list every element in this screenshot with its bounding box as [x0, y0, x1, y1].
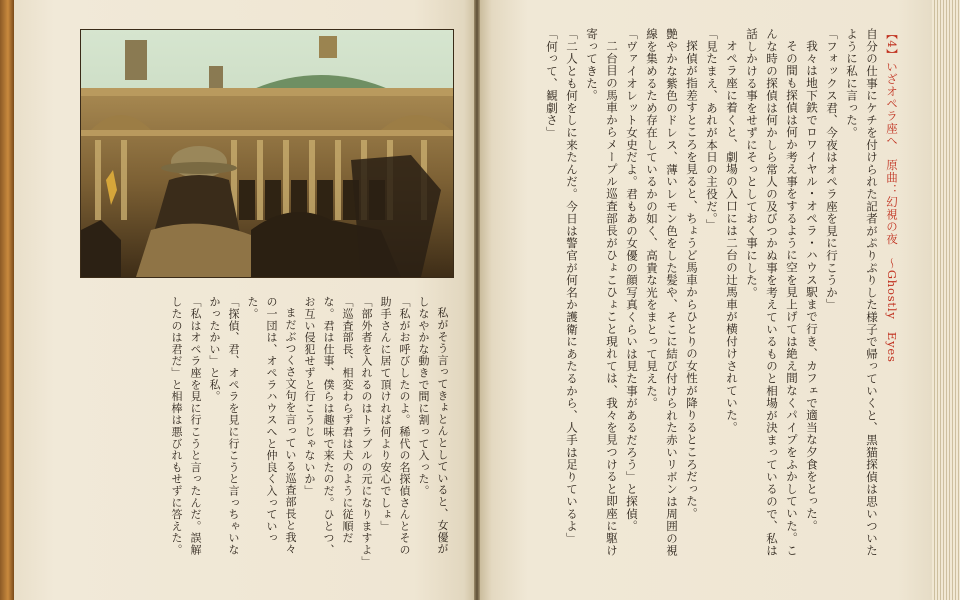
paragraph: 我々は地下鉄でロワイヤル・オペラ・ハウス駅まで行き、カフェで適当な夕食をとった。 [805, 39, 819, 532]
opera-house-scene [81, 30, 453, 277]
dialogue: 「巡査部長、相変わらず君は犬のように従順だな。君は仕事、僕らは趣味で来たのだ。ひとつ、お互い侵犯せずと行こうじゃないか」 [303, 296, 354, 556]
dialogue: 「探偵、君、オペラを見に行こうと言っちゃいなかったかい」と私。 [208, 296, 240, 556]
dialogue: 「フォックス君、今夜はオペラ座を見に行こうか」 [825, 28, 839, 311]
page-stack-edge [932, 0, 960, 600]
chapter-heading: 【4】いざオペラ座へ 原曲：幻視の夜 ～Ghostly Eyes [885, 28, 899, 363]
paragraph: その間も探偵は何か考え事をするように空を見上げては絶え間なくパイプをふかしていた。こんな時の探偵は何かしら常人の及びつかぬ事を考えているものと相場が決まっているので、私は話しかける事をせずにそっとしておく事にした。 [745, 28, 799, 557]
paragraph: 艶やかな紫色のドレス、薄いレモン色をした髪や、そこに結び付けられた赤いリボンは周囲の視線を集めるため存在しているかの如く、高貴な光をまとって見えた。 [645, 28, 679, 557]
paragraph: 探偵が指差すところを見ると、ちょうど馬車からひとりの女性が降りるところだった。 [685, 39, 699, 520]
dialogue: 「ヴァイオレット女史だよ。君もあの女優の顔写真くらいは見た事があるだろう」と探偵。 [625, 28, 639, 533]
left-page-text [167, 296, 452, 566]
book-gutter [474, 0, 480, 600]
dialogue: 「私がお呼びしたのよ。稀代の名探偵さんとその助手さんに居て頂ければ何より安心でしょ」 [379, 296, 411, 556]
dialogue: 「部外者を入れるのはトラブルの元になりますよ」 [360, 296, 373, 568]
dialogue: 「何って、観劇さ」 [545, 28, 559, 139]
paragraph: 二台目の馬車からメープル巡査部長がひょこひょこと現れては、我々を見つけると即座に駆け寄ってきた。 [585, 28, 619, 557]
paragraph: 自分の仕事にケチを付けられた記者がぷりぷりした様子で帰っていくと、黒猫探偵は思いついたように私に言った。 [845, 28, 879, 557]
paragraph: オペラ座に着くと、劇場の入口には二台の辻馬車が横付けされていた。 [725, 39, 739, 434]
paragraph: 私がそう言ってきょとんとしていると、女優がしなやかな動きで間に割って入った。 [417, 296, 449, 555]
dialogue: 「私はオペラ座を見に行こうと言ったんだ。誤解したのは君だ」と相棒は悪びれもせずに答えた。 [170, 296, 202, 556]
opera-house-illustration [80, 29, 454, 278]
right-page-text [542, 28, 902, 568]
paragraph: まだぶつくさ文句を言っている巡査部長と我々の一団は、オペラハウスへと仲良く入っていった。 [246, 296, 297, 555]
dialogue: 「二人とも何をしに来たんだ。今日は警官が何名か護衛にあたるから、人手は足りているよ」 [565, 28, 579, 545]
dialogue: 「見たまえ、あれが本日の主役だ。」 [705, 28, 719, 232]
